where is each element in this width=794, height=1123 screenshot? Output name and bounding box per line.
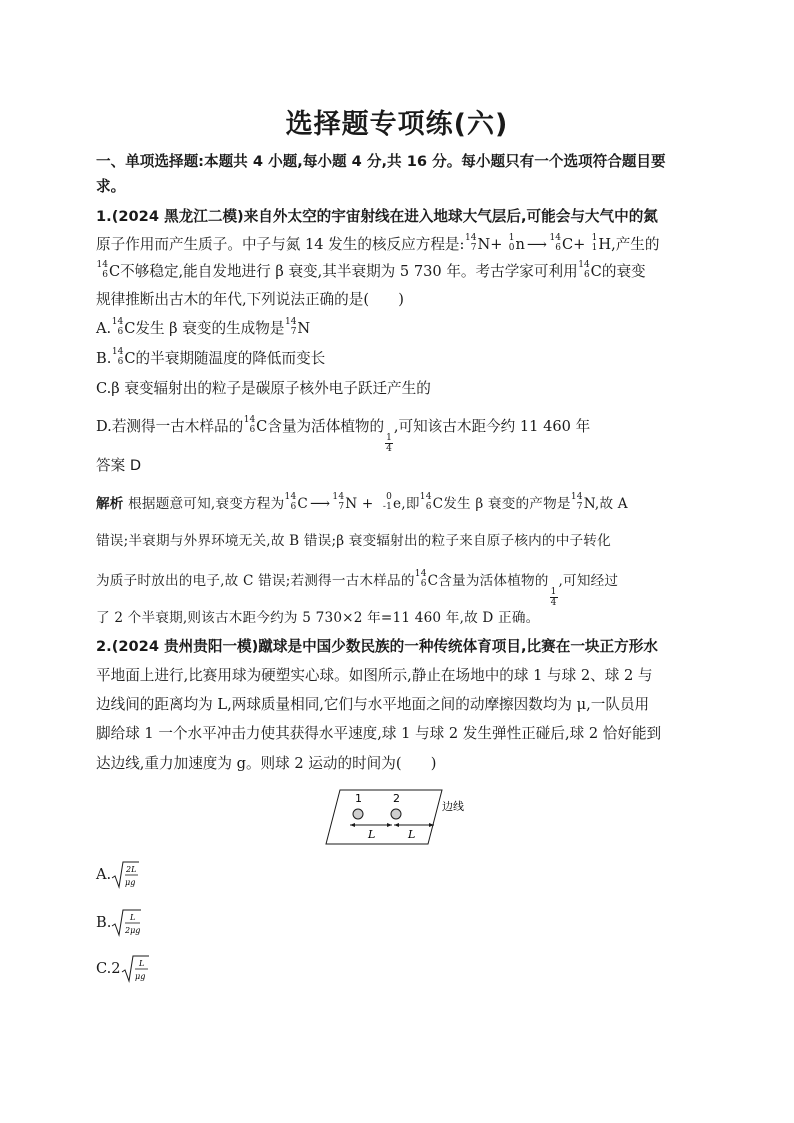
q2-line4: 脚给球 1 一个水平冲击力使其获得水平速度,球 1 与球 2 发生弹性正碰后,球 2 恰好能到: [96, 725, 662, 742]
q2-line5: 达边线,重力加速度为 g。则球 2 运动的时间为( ): [96, 755, 437, 772]
q1-explanation-line4: 了 2 个半衰期,则该古木距今约为 5 730×2 年=11 460 年,故 D 正确。: [96, 610, 540, 626]
nuclide-c14: 14 6: [549, 233, 561, 253]
field-parallelogram: [326, 790, 442, 844]
q1-line1: 1.(2024 黑龙江二模)来自外太空的宇宙射线在进入地球大气层后,可能会与大气中的氮: [96, 208, 658, 225]
ball-2: [391, 809, 401, 819]
field-diagram: [324, 784, 484, 850]
q2-option-c: C.2 L μg: [96, 954, 149, 984]
section-heading: 一、单项选择题:本题共 4 小题,每小题 4 分,共 16 分。每小题只有一个选项符合题目要: [96, 153, 666, 170]
distance-label-1: L: [368, 828, 376, 841]
q1-option-b: B. 14 6 C的半衰期随温度的降低而变长: [96, 347, 326, 367]
q2-line1: 2.(2024 贵州贵阳一模)蹴球是中国少数民族的一种传统体育项目,比赛在一块正方形水: [96, 638, 658, 655]
q1-explanation-line3: 为质子时放出的电子,故 C 错误;若测得一古木样品的 14 6 C含量为活体植物的 $\frac{1}{4}$ ,可知经过: [96, 569, 619, 608]
q2-line3: 边线间的距离均为 L,两球质量相同,它们与水平地面之间的动摩擦因数均为 μ,一队员用: [96, 696, 650, 713]
nuclide-c14: 14 6: [111, 347, 124, 367]
q1-option-c: C.β 衰变辐射出的粒子是碳原子核外电子跃迁产生的: [96, 380, 431, 397]
page-title: 选择题专项练(六): [285, 109, 509, 140]
nuclide-c14: 14 6: [111, 317, 124, 337]
fraction-one-quarter: $\frac{1}{4}$: [550, 587, 557, 608]
svg-text:μg: μg: [125, 878, 136, 887]
nuclide-c14: 14 6: [414, 569, 427, 589]
nuclide-c14: 14 6: [96, 260, 108, 280]
nuclide-c14: 14 6: [284, 492, 297, 512]
fraction-one-quarter: $\frac{1}{4}$: [386, 433, 392, 454]
nuclide-n14: 14 7: [570, 492, 583, 512]
q1-answer: 答案 D: [96, 457, 142, 474]
svg-text:μg: μg: [134, 972, 145, 981]
svg-text:L: L: [130, 913, 136, 922]
section-heading-cont: 求。: [96, 178, 126, 195]
ball-1-label: 1: [355, 792, 362, 805]
q1-line2: 原子作用而产生质子。中子与氮 14 发生的核反应方程是: 14 7 N+ 1 0 n ⟶ 14 6 C+ 1 1 H,产生的: [96, 233, 660, 253]
nuclide-c14: 14 6: [243, 415, 256, 435]
q1-option-d: D.若测得一古木样品的 14 6 C含量为活体植物的 $\frac{1}{4}$ ,可知该古木距今约 11 460 年: [96, 415, 591, 454]
reaction-arrow: ⟶: [526, 237, 547, 253]
sqrt-icon: [111, 860, 139, 890]
edge-label: 边线: [442, 800, 464, 813]
nuclide-c14: 14 6: [419, 492, 432, 512]
q1-line3: 14 6 C不够稳定,能自发地进行 β 衰变,其半衰期为 5 730 年。考古学家可利用 14 6 C的衰变: [96, 260, 646, 280]
distance-label-2: L: [408, 828, 416, 841]
svg-text:2L: 2L: [126, 865, 137, 874]
svg-text:2μg: 2μg: [125, 926, 141, 935]
q2-line2: 平地面上进行,比赛用球为硬塑实心球。如图所示,静止在场地中的球 1 与球 2、球 2 与: [96, 667, 653, 684]
nuclide-n14: 14 7: [332, 492, 345, 512]
nuclide-n14: 14 7: [464, 233, 477, 253]
ball-2-label: 2: [393, 792, 400, 805]
svg-text:L: L: [138, 959, 144, 968]
q1-line4: 规律推断出古木的年代,下列说法正确的是( ): [96, 291, 404, 308]
q2-option-a: A. 2L μg: [96, 860, 139, 890]
q1-option-a: A. 14 6 C发生 β 衰变的生成物是 14 7 N: [96, 317, 311, 337]
q1-explanation-line1: 解析 根据题意可知,衰变方程为 14 6 C ⟶ 14 7 N + 0 -1 e,即 14 6 C发生 β 衰变的产物是 14 7 N,故 A: [96, 492, 628, 512]
q1-explanation-line2: 错误;半衰期与外界环境无关,故 B 错误;β 衰变辐射出的粒子来自原子核内的中子转化: [96, 533, 611, 549]
sqrt-icon: [121, 954, 149, 984]
q2-option-b: B. L 2μg: [96, 908, 141, 938]
ball-1: [353, 809, 363, 819]
nuclide-h1: 1 1: [591, 233, 598, 253]
electron: 0 -1: [382, 492, 393, 512]
nuclide-n14: 14 7: [284, 317, 297, 337]
sqrt-icon: [111, 908, 141, 938]
nuclide-c14: 14 6: [578, 260, 590, 280]
nuclide-neutron: 1 0: [508, 233, 515, 253]
